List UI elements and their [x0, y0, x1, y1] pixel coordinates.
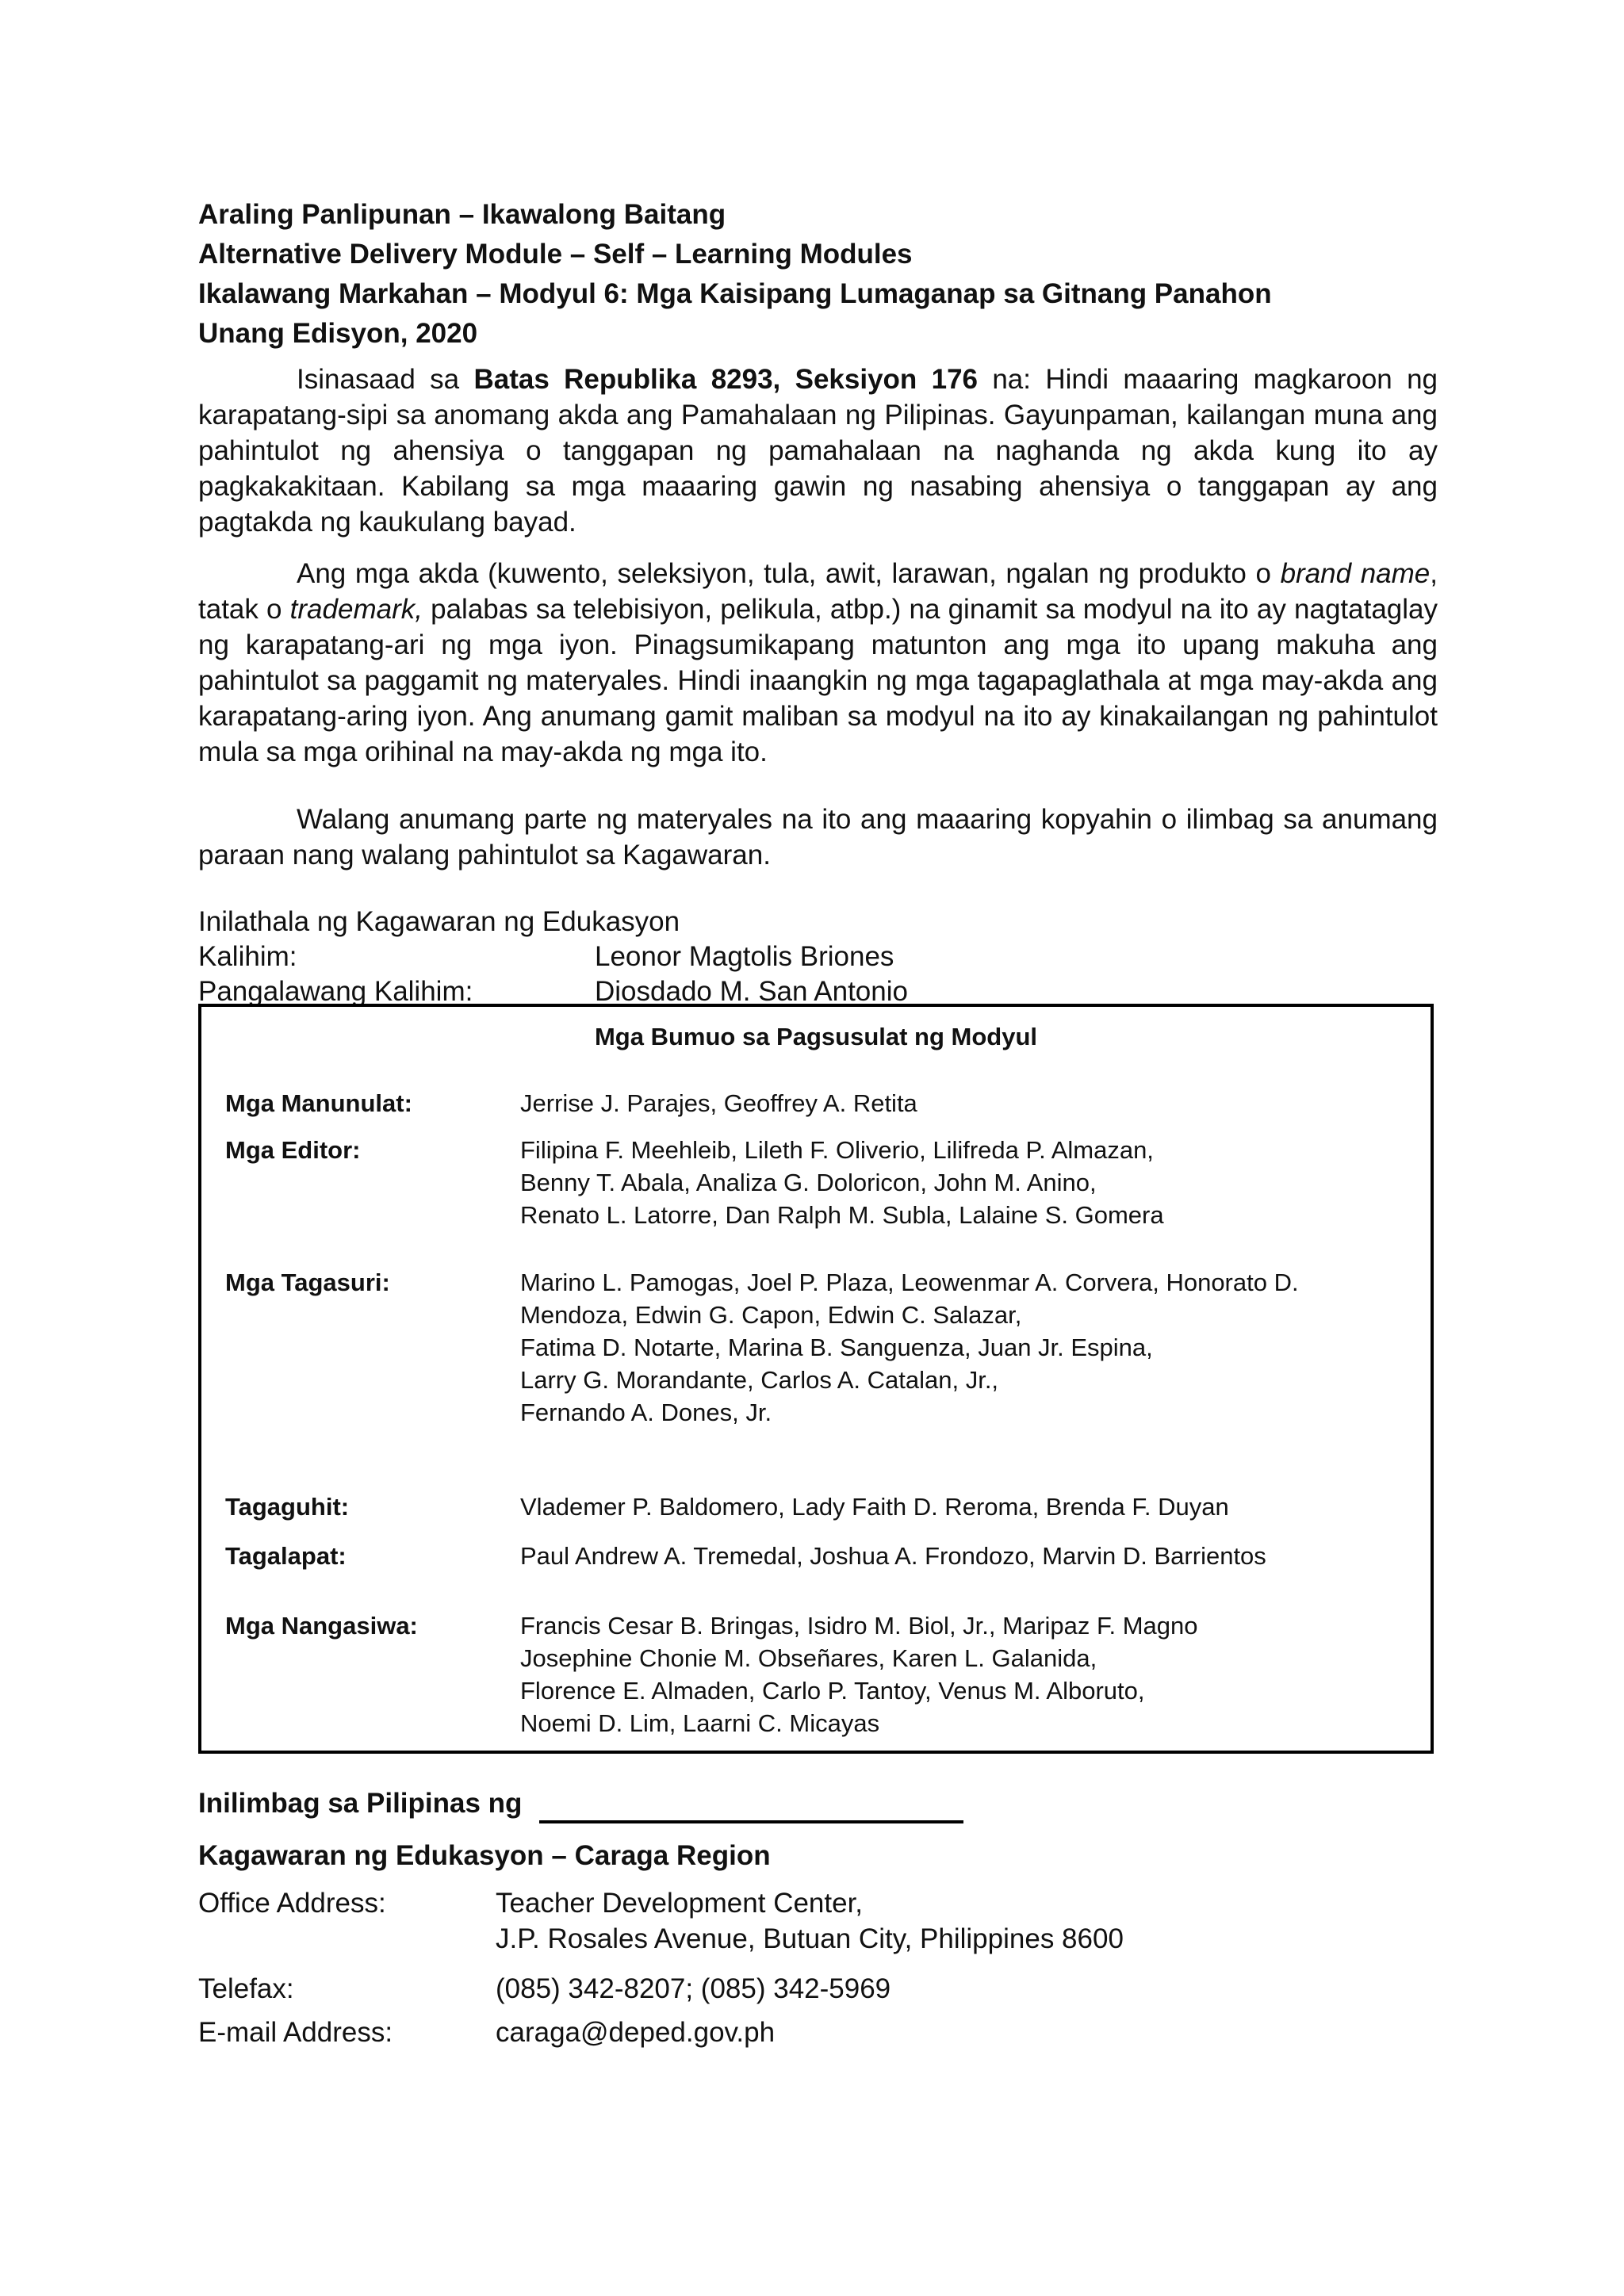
role-label: Mga Nangasiwa: [225, 1612, 418, 1640]
address-line: J.P. Rosales Avenue, Butuan City, Philippines 8600 [496, 1923, 1124, 1954]
team-name-line: Josephine Chonie M. Obseñares, Karen L. Galanida, [520, 1644, 1097, 1672]
team-name-line: Marino L. Pamogas, Joel P. Plaza, Leowenmar A. Corvera, Honorato D. [520, 1269, 1299, 1296]
email-value: caraga@deped.gov.ph [496, 2017, 776, 2048]
publisher-line: Inilathala ng Kagawaran ng Edukasyon [198, 906, 680, 937]
role-names [520, 1490, 1229, 1523]
edition: Unang Edisyon, 2020 [198, 318, 478, 349]
module-type: Alternative Delivery Module – Self – Learning Modules [198, 239, 913, 270]
publisher-label: Pangalawang Kalihim: [198, 976, 473, 1007]
team-name-line: Paul Andrew A. Tremedal, Joshua A. Frondozo, Marvin D. Barrientos [520, 1542, 1266, 1570]
role-label: Mga Tagasuri: [225, 1269, 390, 1296]
role-names [520, 1087, 917, 1119]
team-name-line: Fatima D. Notarte, Marina B. Sanguenza, Juan Jr. Espina, [520, 1334, 1153, 1361]
email-row [198, 2015, 1435, 2050]
role-label: Tagaguhit: [225, 1493, 350, 1521]
team-name-line: Mendoza, Edwin G. Capon, Edwin C. Salazar, [520, 1301, 1022, 1329]
agency-name: Kagawaran ng Edukasyon – Caraga Region [198, 1840, 771, 1871]
publisher-value: Leonor Magtolis Briones [595, 941, 894, 972]
publisher-block [198, 905, 1438, 1009]
module-title: Ikalawang Markahan – Modyul 6: Mga Kaisipang Lumaganap sa Gitnang Panahon [198, 278, 1272, 309]
office-address-label: Office Address: [198, 1888, 386, 1919]
printing-info [198, 1784, 1435, 2050]
subject-title: Araling Panlipunan – Ikawalong Baitang [198, 199, 726, 230]
team-name-line: Francis Cesar B. Bringas, Isidro M. Biol, Jr., Maripaz F. Magno [520, 1612, 1198, 1640]
telefax-label: Telefax: [198, 1973, 294, 2004]
team-name-line: Florence E. Almaden, Carlo P. Tantoy, Venus M. Alboruto, [520, 1677, 1145, 1705]
team-box-title: Mga Bumuo sa Pagsusulat ng Modyul [594, 1023, 1038, 1050]
role-names [520, 1134, 1164, 1231]
printed-label: Inilimbag sa Pilipinas ng [198, 1788, 523, 1819]
italic-term: brand name [1280, 558, 1431, 589]
team-name-line: Vlademer P. Baldomero, Lady Faith D. Reroma, Brenda F. Duyan [520, 1493, 1229, 1521]
publisher-value: Diosdado M. San Antonio [595, 976, 908, 1007]
role-names [520, 1266, 1299, 1429]
team-name-line: Noemi D. Lim, Laarni C. Micayas [520, 1709, 880, 1737]
copyright-paragraph-2 [198, 556, 1438, 770]
copyright-text: Ang mga akda (kuwento, seleksiyon, tula, awit, larawan, ngalan ng produkto o [297, 558, 1281, 589]
printer-blank-line [539, 1792, 963, 1823]
publisher-label: Kalihim: [198, 941, 297, 972]
telefax-row [198, 1971, 1435, 2007]
team-name-line: Renato L. Latorre, Dan Ralph M. Subla, Lalaine S. Gomera [520, 1201, 1164, 1229]
copyright-text: na: Hindi maaaring magkaroon ng karapatang-sipi sa anomang akda ang Pamahalaan ng Pilipinas. Gayunpaman, kailangan muna ang pahintulot ng ahensiya o tanggapan ng pamahalaan na naghanda ng akda kung ito ay pagkakakitaan. Kabilang sa mga maaaring gawin ng nasabing ahensiya o tanggapan ay ang pagtakda ng kaukulang bayad. [198, 364, 1438, 538]
office-address-row [198, 1885, 1435, 1957]
copyright-text: palabas sa telebisiyon, pelikula, atbp.) na ginamit sa modyul na ito ay nagtataglay ng karapatang-ari ng mga iyon. Pinagsumikapang matunton ang mga ito upang makuha ang pahintulot sa paggamit ng materyales. Hindi inaangkin ng mga tagapaglathala at mga may-akda ang karapatang-aring iyon. Ang anumang gamit maliban sa modyul na ito ay kinakailangan ng pahintulot mula sa mga orihinal na may-akda ng mga ito. [198, 594, 1438, 767]
email-label: E-mail Address: [198, 2017, 393, 2048]
role-names [520, 1609, 1198, 1739]
copyright-text: , tatak o [198, 558, 1438, 625]
address-line: Teacher Development Center, [496, 1888, 864, 1919]
team-name-line: Fernando A. Dones, Jr. [520, 1399, 772, 1426]
copyright-text: Isinasaad sa [297, 364, 474, 395]
office-address-value [496, 1885, 1124, 1957]
role-label: Tagalapat: [225, 1542, 347, 1570]
copyright-paragraph-1 [198, 362, 1438, 540]
copyright-paragraph-3: Walang anumang parte ng materyales na ito ang maaaring kopyahin o ilimbag sa anumang paraan nang walang pahintulot sa Kagawaran. [198, 804, 1438, 871]
role-label: Mga Editor: [225, 1136, 361, 1164]
development-team-box [198, 1004, 1434, 1754]
telefax-value: (085) 342-8207; (085) 342-5969 [496, 1973, 891, 2004]
italic-term: trademark, [289, 594, 423, 625]
contact-block [198, 1885, 1435, 2050]
copyright-page [198, 195, 1438, 1009]
publisher-row [198, 939, 1438, 974]
team-name-line: Benny T. Abala, Analiza G. Doloricon, John M. Anino, [520, 1169, 1097, 1196]
role-names [520, 1540, 1266, 1572]
team-name-line: Larry G. Morandante, Carlos A. Catalan, Jr., [520, 1366, 999, 1394]
team-name-line: Jerrise J. Parajes, Geoffrey A. Retita [520, 1089, 917, 1117]
printed-line [198, 1784, 1435, 1823]
role-label: Mga Manunulat: [225, 1089, 412, 1117]
law-reference: Batas Republika 8293, Seksiyon 176 [473, 364, 979, 395]
team-name-line: Filipina F. Meehleib, Lileth F. Oliverio, Lilifreda P. Almazan, [520, 1136, 1154, 1164]
